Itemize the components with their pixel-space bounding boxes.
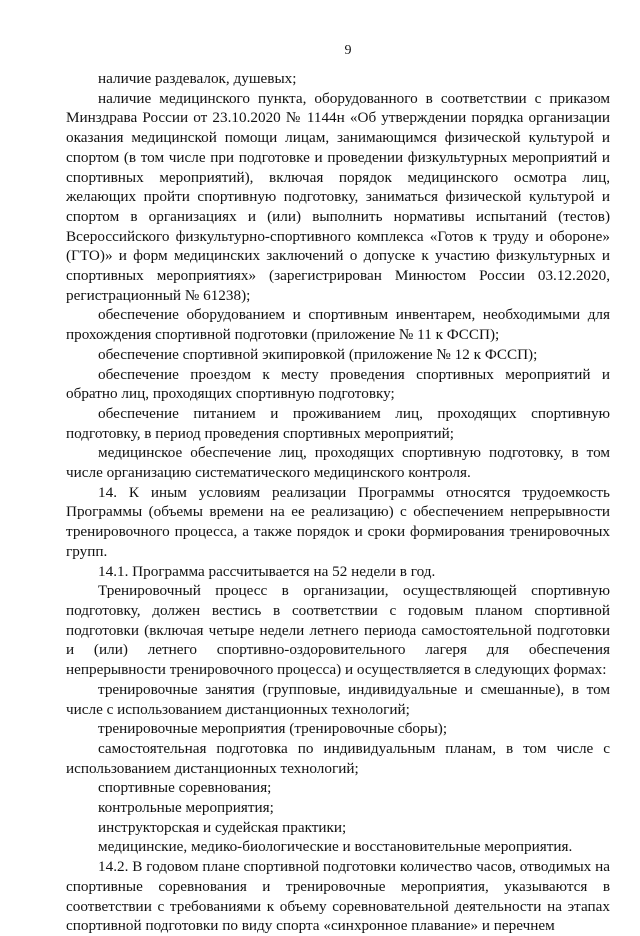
paragraph-sports-gear: обеспечение спортивной экипировкой (приложение № 12 к ФССП); <box>98 345 538 363</box>
paragraph-section-14-2: 14.2. В годовом плане спортивной подготовки количество часов, отводимых на спортивные соревнования и тренировочные мероприятия, указываются в соответствии с требованиями к объему соревновательной деятельности на этапах спортивной подготовки по виду спорта «синхронное плавание» и перечнем <box>66 858 610 935</box>
paragraph-training-process: Тренировочный процесс в организации, осуществляющей спортивную подготовку, должен вестись в соответствии с годовым планом спортивной подготовки (включая четыре недели летнего периода самостоятельной подготовки и (или) летнего спортивно-оздоровительного лагеря для обеспечения непрерывности тренировочного процесса) и осуществляется в следующих формах: <box>66 582 610 679</box>
paragraph-travel: обеспечение проездом к месту проведения спортивных мероприятий и обратно лиц, проходящих спортивную подготовку; <box>66 365 610 403</box>
paragraph-competitions: спортивные соревнования; <box>98 779 272 797</box>
paragraph-training-camps: тренировочные мероприятия (тренировочные сборы); <box>98 720 448 738</box>
paragraph-medical-events: медицинские, медико-биологические и восстановительные мероприятия. <box>98 838 573 856</box>
paragraph-changing-rooms: наличие раздевалок, душевых; <box>98 70 297 87</box>
paragraph-instructor-practice: инструкторская и судейская практики; <box>98 818 347 836</box>
body-text <box>66 69 610 936</box>
paragraph-equipment: обеспечение оборудованием и спортивным инвентарем, необходимыми для прохождения спортивной подготовки (приложение № 11 к ФССП); <box>66 306 610 344</box>
paragraph-medical-unit: наличие медицинского пункта, оборудованного в соответствии с приказом Минздрава России от 23.10.2020 № 1144н «Об утверждении порядка организации оказания медицинской помощи лицам, занимающимся физической культурой и спортом (в том числе при подготовке и проведении физкультурных мероприятий и спортивных мероприятий), включая порядок медицинского осмотра лиц, желающих пройти спортивную подготовку, заниматься физической культурой и спортом в организациях и (или) выполнить нормативы испытаний (тестов) Всероссийского физкультурно-спортивного комплекса «Готов к труду и обороне» (ГТО)» и форм медицинских заключений о допуске к участию физкультурных и спортивных мероприятиях» (зарегистрирован Минюстом России 03.12.2020, регистрационный № 61238); <box>66 89 610 304</box>
paragraph-self-training: самостоятельная подготовка по индивидуальным планам, в том числе с использованием дистанционных технологий; <box>66 739 610 777</box>
paragraph-training-sessions: тренировочные занятия (групповые, индивидуальные и смешанные), в том числе с использованием дистанционных технологий; <box>66 680 610 718</box>
paragraph-section-14-1: 14.1. Программа рассчитывается на 52 недели в год. <box>98 562 436 580</box>
paragraph-food-lodging: обеспечение питанием и проживанием лиц, проходящих спортивную подготовку, в период проведения спортивных мероприятий; <box>66 404 610 442</box>
paragraph-medical-support: медицинское обеспечение лиц, проходящих спортивную подготовку, в том числе организацию систематического медицинского контроля. <box>66 444 610 482</box>
paragraph-control-events: контрольные мероприятия; <box>98 799 274 817</box>
paragraph-section-14: 14. К иным условиям реализации Программы относятся трудоемкость Программы (объемы времени на ее реализацию) с обеспечением непрерывности тренировочного процесса, а также порядок и сроки формирования тренировочных групп. <box>66 483 610 560</box>
page-number: 9 <box>344 43 352 58</box>
